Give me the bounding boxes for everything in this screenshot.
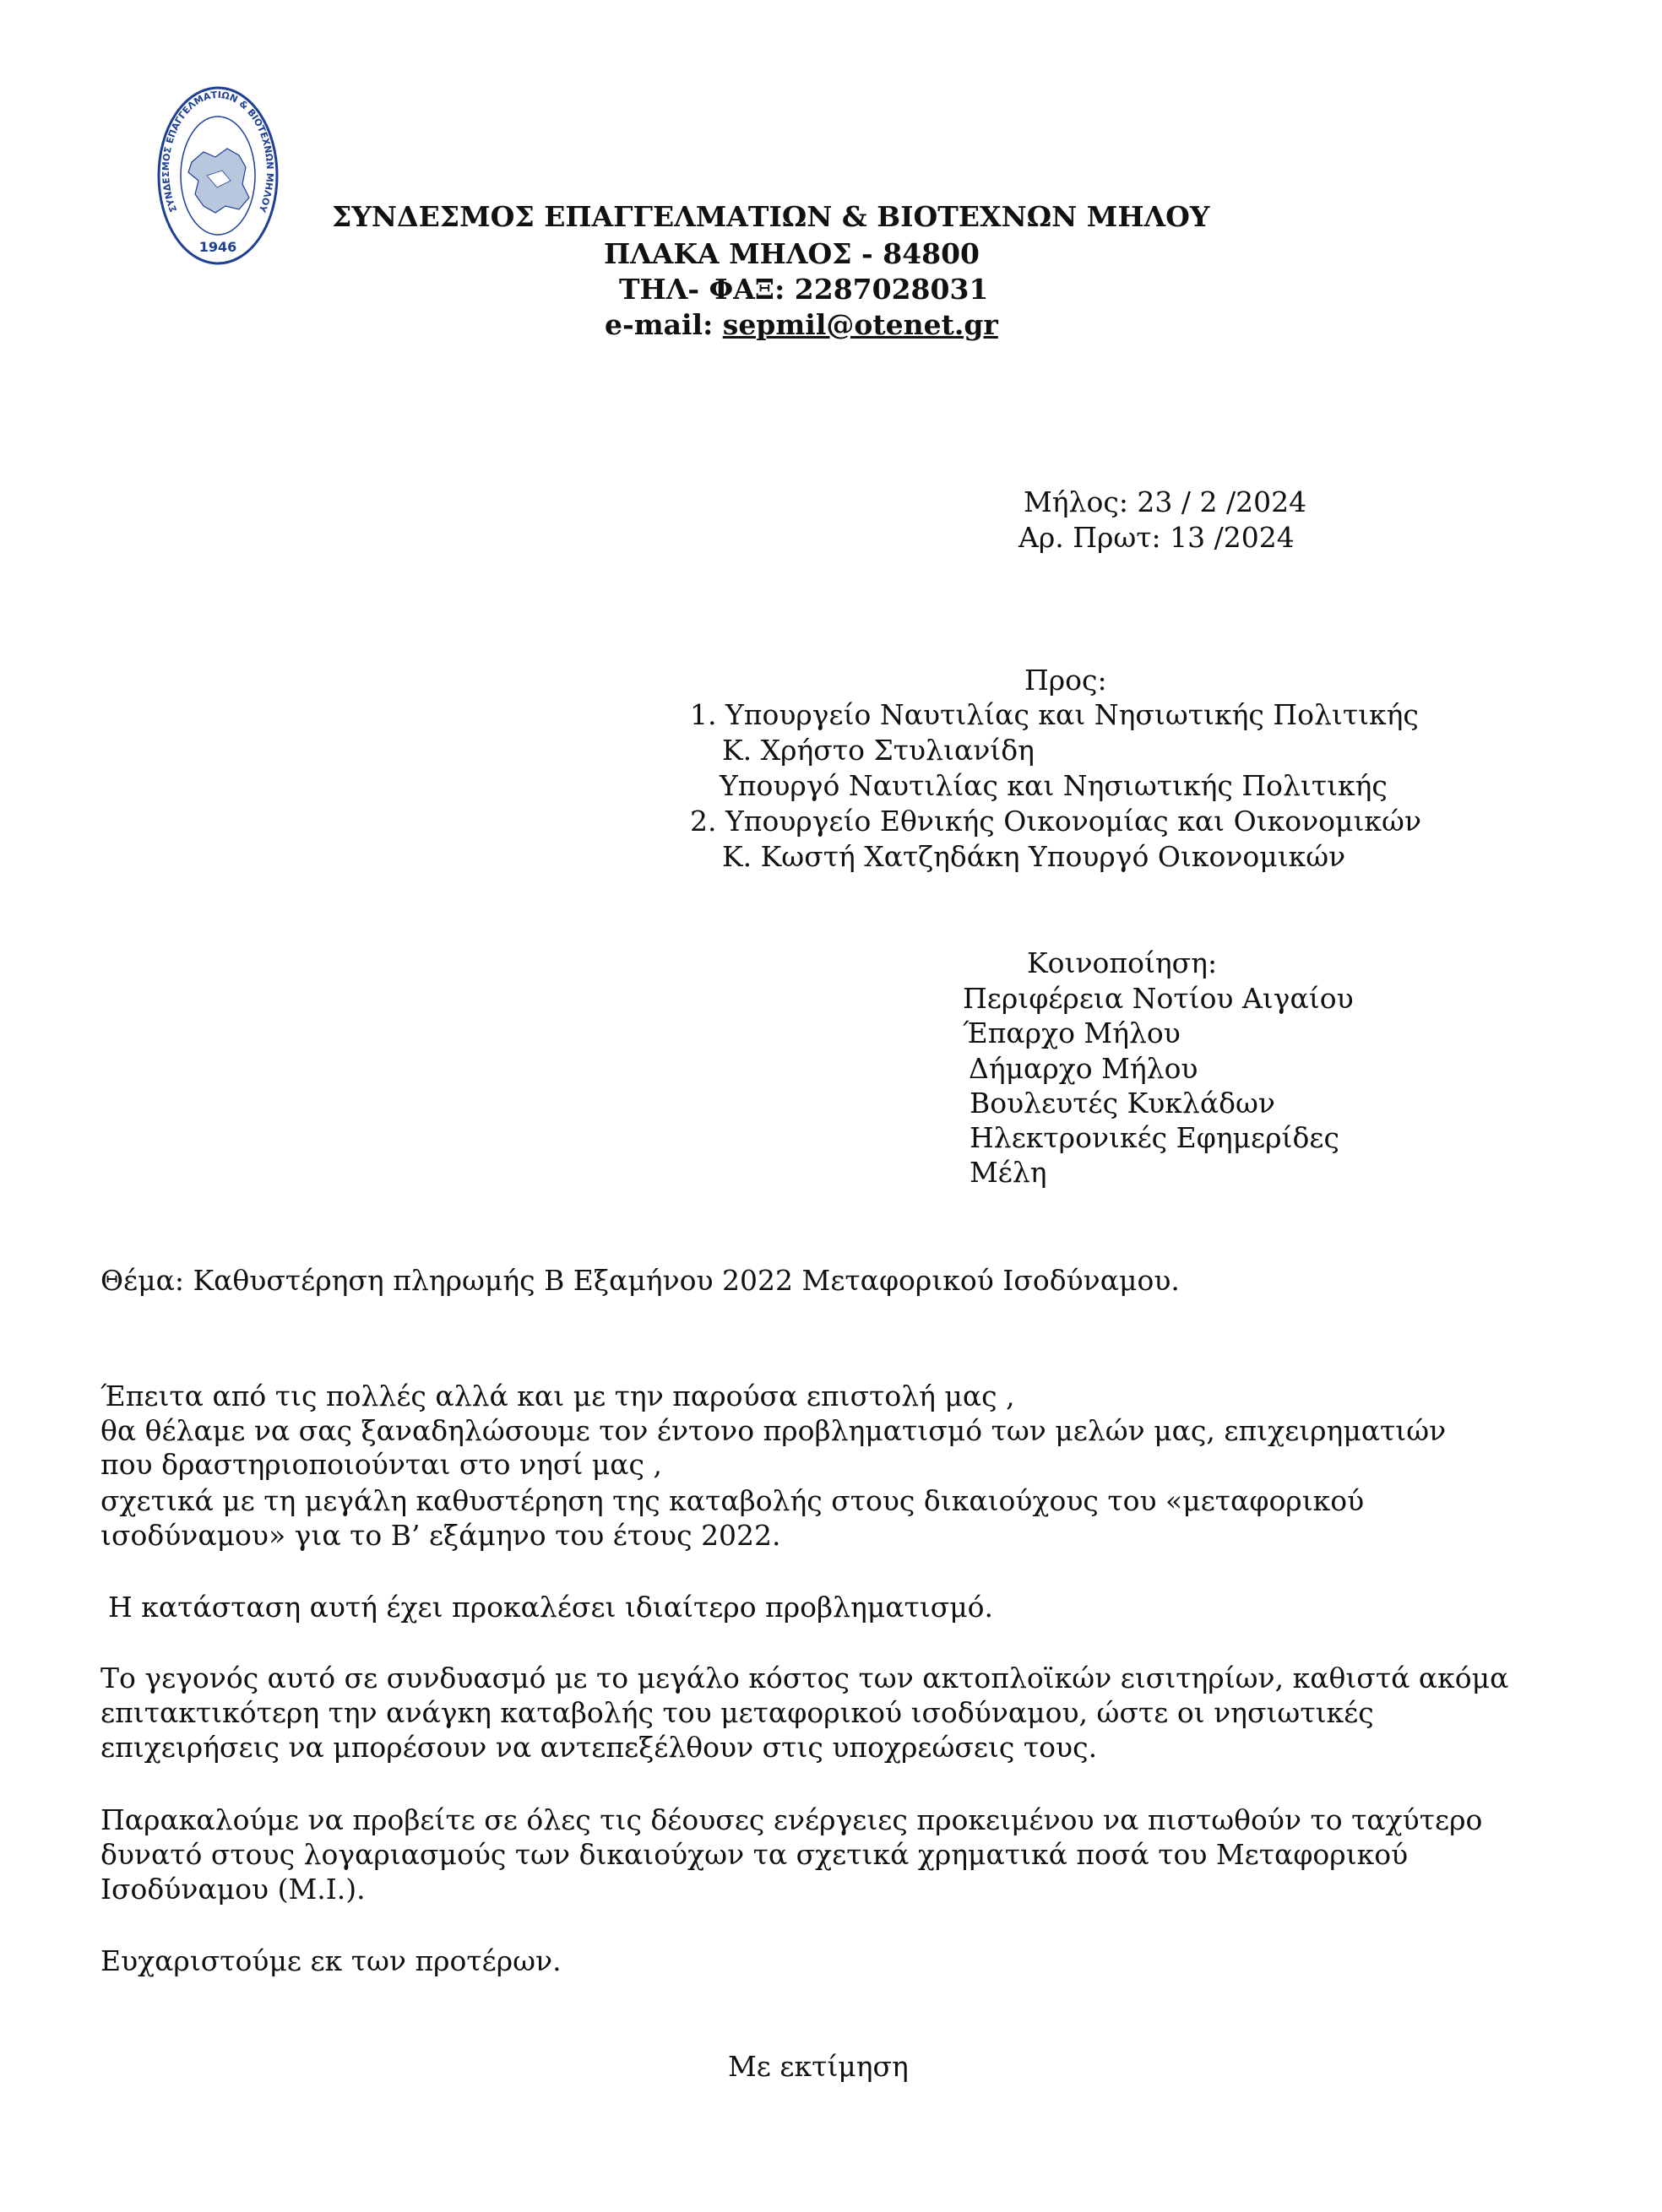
logo-ring-text: ΣΥΝΔΕΣΜΟΣ ΕΠΑΓΓΕΛΜΑΤΙΩΝ & ΒΙΟΤΕΧΝΩΝ ΜΗΛΟΥ [160, 89, 276, 214]
body-line: ισοδύναμου» για το Β’ εξάμηνο του έτους 2022. [100, 1519, 781, 1552]
date-line: Μήλος: 23 / 2 /2024 [1024, 485, 1307, 518]
body-line: Παρακαλούμε να προβείτε σε όλες τις δέουσες ενέργειες προκειμένου να πιστωθούν το ταχύτερο [100, 1803, 1483, 1836]
email-label: e-mail: [605, 308, 723, 341]
body-line: Έπειτα από τις πολλές αλλά και με την παρούσα επιστολή μας , [100, 1380, 1015, 1412]
org-phone-fax: ΤΗΛ- ΦΑΞ: 2287028031 [619, 273, 989, 306]
org-email-line [605, 307, 998, 343]
body-line: Το γεγονός αυτό σε συνδυασμό με το μεγάλο κόστος των ακτοπλοϊκών εισιτηρίων, καθιστά ακόμα [100, 1662, 1509, 1694]
recipients-heading: Προς: [1024, 664, 1107, 697]
association-logo [155, 83, 281, 270]
body-line: επιτακτικότερη την ανάγκη καταβολής του μεταφορικού ισοδύναμου, ώστε οι νησιωτικές [100, 1696, 1374, 1729]
recipient-line: Υπουργό Ναυτιλίας και Νησιωτικής Πολιτικής [720, 769, 1388, 802]
body-line: Ευχαριστούμε εκ των προτέρων. [100, 1944, 562, 1977]
cc-line: Δήμαρχο Μήλου [969, 1052, 1198, 1085]
body-line: σχετικά με τη μεγάλη καθυστέρηση της καταβολής στους δικαιούχους του «μεταφορικού [100, 1484, 1365, 1517]
body-line: Η κατάσταση αυτή έχει προκαλέσει ιδιαίτερο προβληματισμό. [108, 1591, 994, 1624]
org-name: ΣΥΝΔΕΣΜΟΣ ΕΠΑΓΓΕΛΜΑΤΙΩΝ & ΒΙΟΤΕΧΝΩΝ ΜΗΛΟΥ [332, 200, 1210, 233]
subject-line: Θέμα: Καθυστέρηση πληρωμής Β Εξαμήνου 2022 Μεταφορικού Ισοδύναμου. [100, 1264, 1180, 1297]
protocol-number: Αρ. Πρωτ: 13 /2024 [1018, 521, 1295, 554]
recipient-line: Κ. Κωστή Χατζηδάκη Υπουργό Οικονομικών [722, 840, 1346, 873]
body-line: θα θέλαμε να σας ξαναδηλώσουμε τον έντονο προβληματισμό των μελών μας, επιχειρηματιών [100, 1414, 1447, 1447]
body-line: που δραστηριοποιούνται στο νησί μας , [100, 1448, 662, 1481]
body-line: Ισοδύναμου (Μ.Ι.). [100, 1873, 366, 1906]
recipient-line: 1. Υπουργείο Ναυτιλίας και Νησιωτικής Πολιτικής [690, 698, 1419, 731]
cc-line: Βουλευτές Κυκλάδων [970, 1087, 1275, 1120]
org-address: ΠΛΑΚΑ ΜΗΛΟΣ - 84800 [604, 237, 980, 270]
body-line: δυνατό στους λογαριασμούς των δικαιούχων τα σχετικά χρηματικά ποσά του Μεταφορικού [100, 1838, 1409, 1871]
recipient-line: 2. Υπουργείο Εθνικής Οικονομίας και Οικονομικών [690, 805, 1422, 838]
cc-line: Περιφέρεια Νοτίου Αιγαίου [963, 982, 1354, 1015]
closing-line: Με εκτίμηση [728, 2050, 909, 2083]
cc-heading: Κοινοποίηση: [1027, 946, 1218, 979]
cc-line: Μέλη [970, 1156, 1047, 1189]
logo-year: 1946 [198, 239, 237, 255]
email-link[interactable]: sepmil@otenet.gr [722, 308, 998, 341]
cc-line: Έπαρχο Μήλου [963, 1017, 1181, 1049]
body-line: επιχειρήσεις να μπορέσουν να αντεπεξέλθουν στις υποχρεώσεις τους. [100, 1731, 1098, 1764]
cc-line: Ηλεκτρονικές Εφημερίδες [970, 1121, 1339, 1154]
recipient-line: Κ. Χρήστο Στυλιανίδη [722, 734, 1035, 767]
